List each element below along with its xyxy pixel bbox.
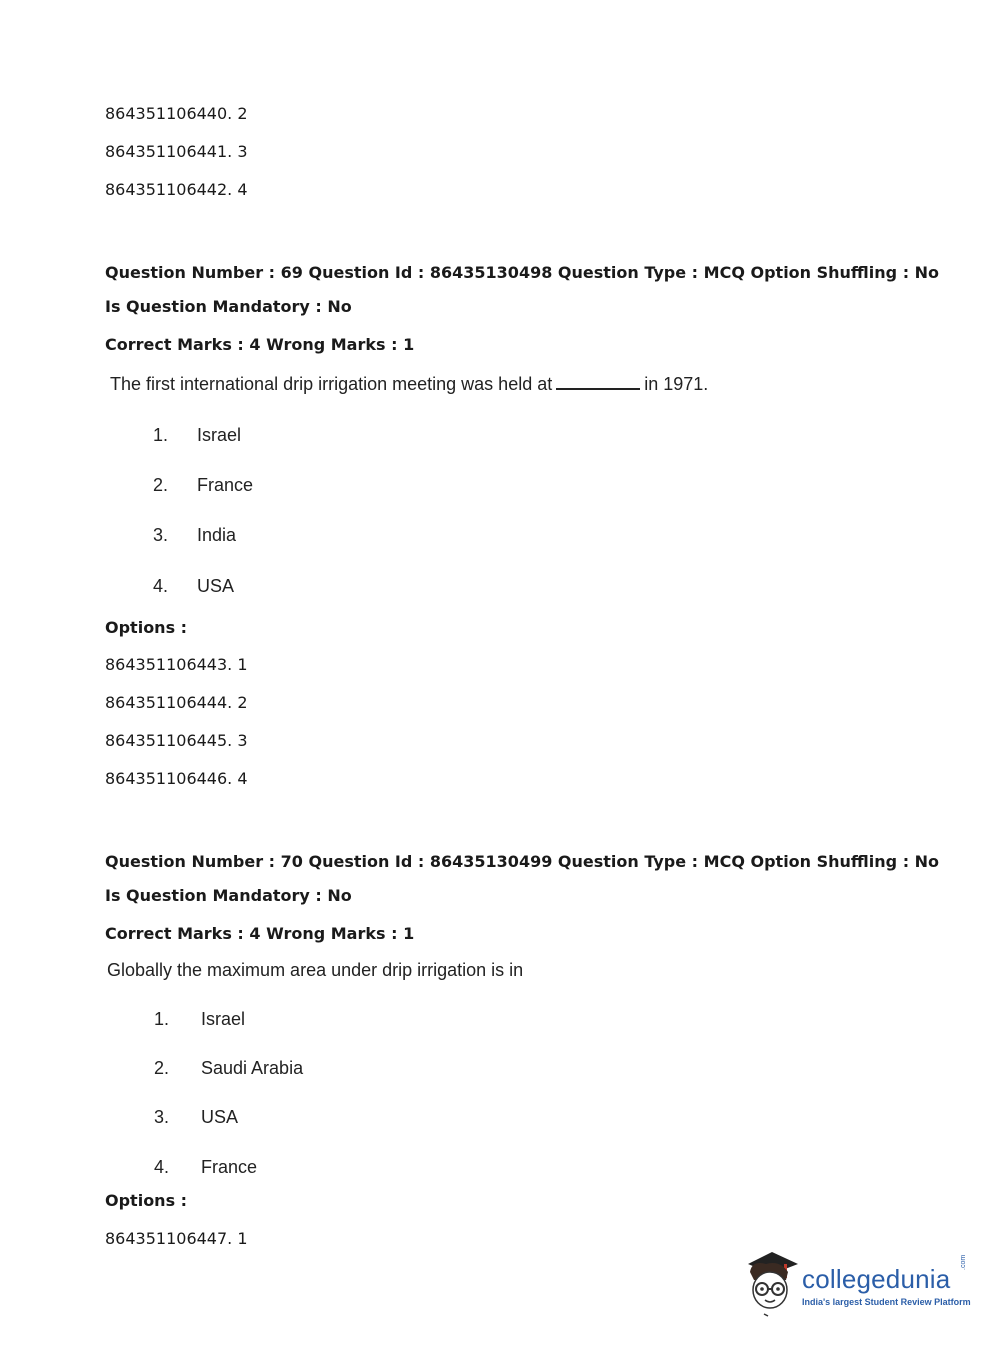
option-code: 864351106440. 2 — [105, 104, 248, 123]
q70-answer-number: 2. — [154, 1058, 170, 1078]
q70-answer-label: France — [201, 1157, 258, 1177]
q69-answer-label: USA — [197, 576, 235, 596]
logo-tagline: India's largest Student Review Platform — [802, 1297, 971, 1307]
option-code: 864351106441. 3 — [105, 142, 248, 161]
q70-answer-label: USA — [201, 1107, 239, 1127]
q69-answer-label: Israel — [197, 425, 242, 445]
collegedunia-logo — [742, 1250, 972, 1320]
q69-text-before: The first international drip irrigation meeting was held at — [110, 374, 553, 394]
q70-answer-label: Saudi Arabia — [201, 1058, 304, 1078]
q70-answer-number: 4. — [154, 1157, 170, 1177]
q70-answer-number: 3. — [154, 1107, 170, 1127]
q70-mandatory: Is Question Mandatory : No — [105, 886, 352, 905]
q69-answer-number: 2. — [153, 475, 169, 495]
q69-text-after: in 1971. — [644, 374, 709, 394]
q69-answer-label: France — [197, 475, 254, 495]
logo-domain-suffix: .com — [960, 1254, 967, 1270]
fill-in-blank — [556, 374, 640, 390]
q69-marks: Correct Marks : 4 Wrong Marks : 1 — [105, 335, 415, 354]
q70-header: Question Number : 70 Question Id : 86435130499 Question Type : MCQ Option Shuffling : No — [105, 852, 940, 871]
option-code: 864351106446. 4 — [105, 769, 248, 788]
option-code: 864351106442. 4 — [105, 180, 248, 199]
q70-answer-label: Israel — [201, 1009, 246, 1029]
q70-answer-number: 1. — [154, 1009, 170, 1029]
option-code: 864351106447. 1 — [105, 1229, 248, 1248]
q69-answer-label: India — [197, 525, 237, 545]
option-code: 864351106443. 1 — [105, 655, 248, 674]
q69-options-label: Options : — [105, 618, 188, 637]
mascot-icon — [742, 1250, 802, 1320]
logo-wordmark: collegedunia — [802, 1264, 951, 1294]
q69-question-text — [110, 374, 708, 395]
q70-question-text: Globally the maximum area under drip irrigation is in — [107, 960, 524, 980]
option-code: 864351106445. 3 — [105, 731, 248, 750]
q69-mandatory: Is Question Mandatory : No — [105, 297, 352, 316]
q70-marks: Correct Marks : 4 Wrong Marks : 1 — [105, 924, 415, 943]
q70-options-label: Options : — [105, 1191, 188, 1210]
q69-answer-number: 1. — [153, 425, 169, 445]
q69-answer-number: 4. — [153, 576, 169, 596]
option-code: 864351106444. 2 — [105, 693, 248, 712]
q69-header: Question Number : 69 Question Id : 86435130498 Question Type : MCQ Option Shuffling : No — [105, 263, 940, 282]
q69-answer-number: 3. — [153, 525, 169, 545]
